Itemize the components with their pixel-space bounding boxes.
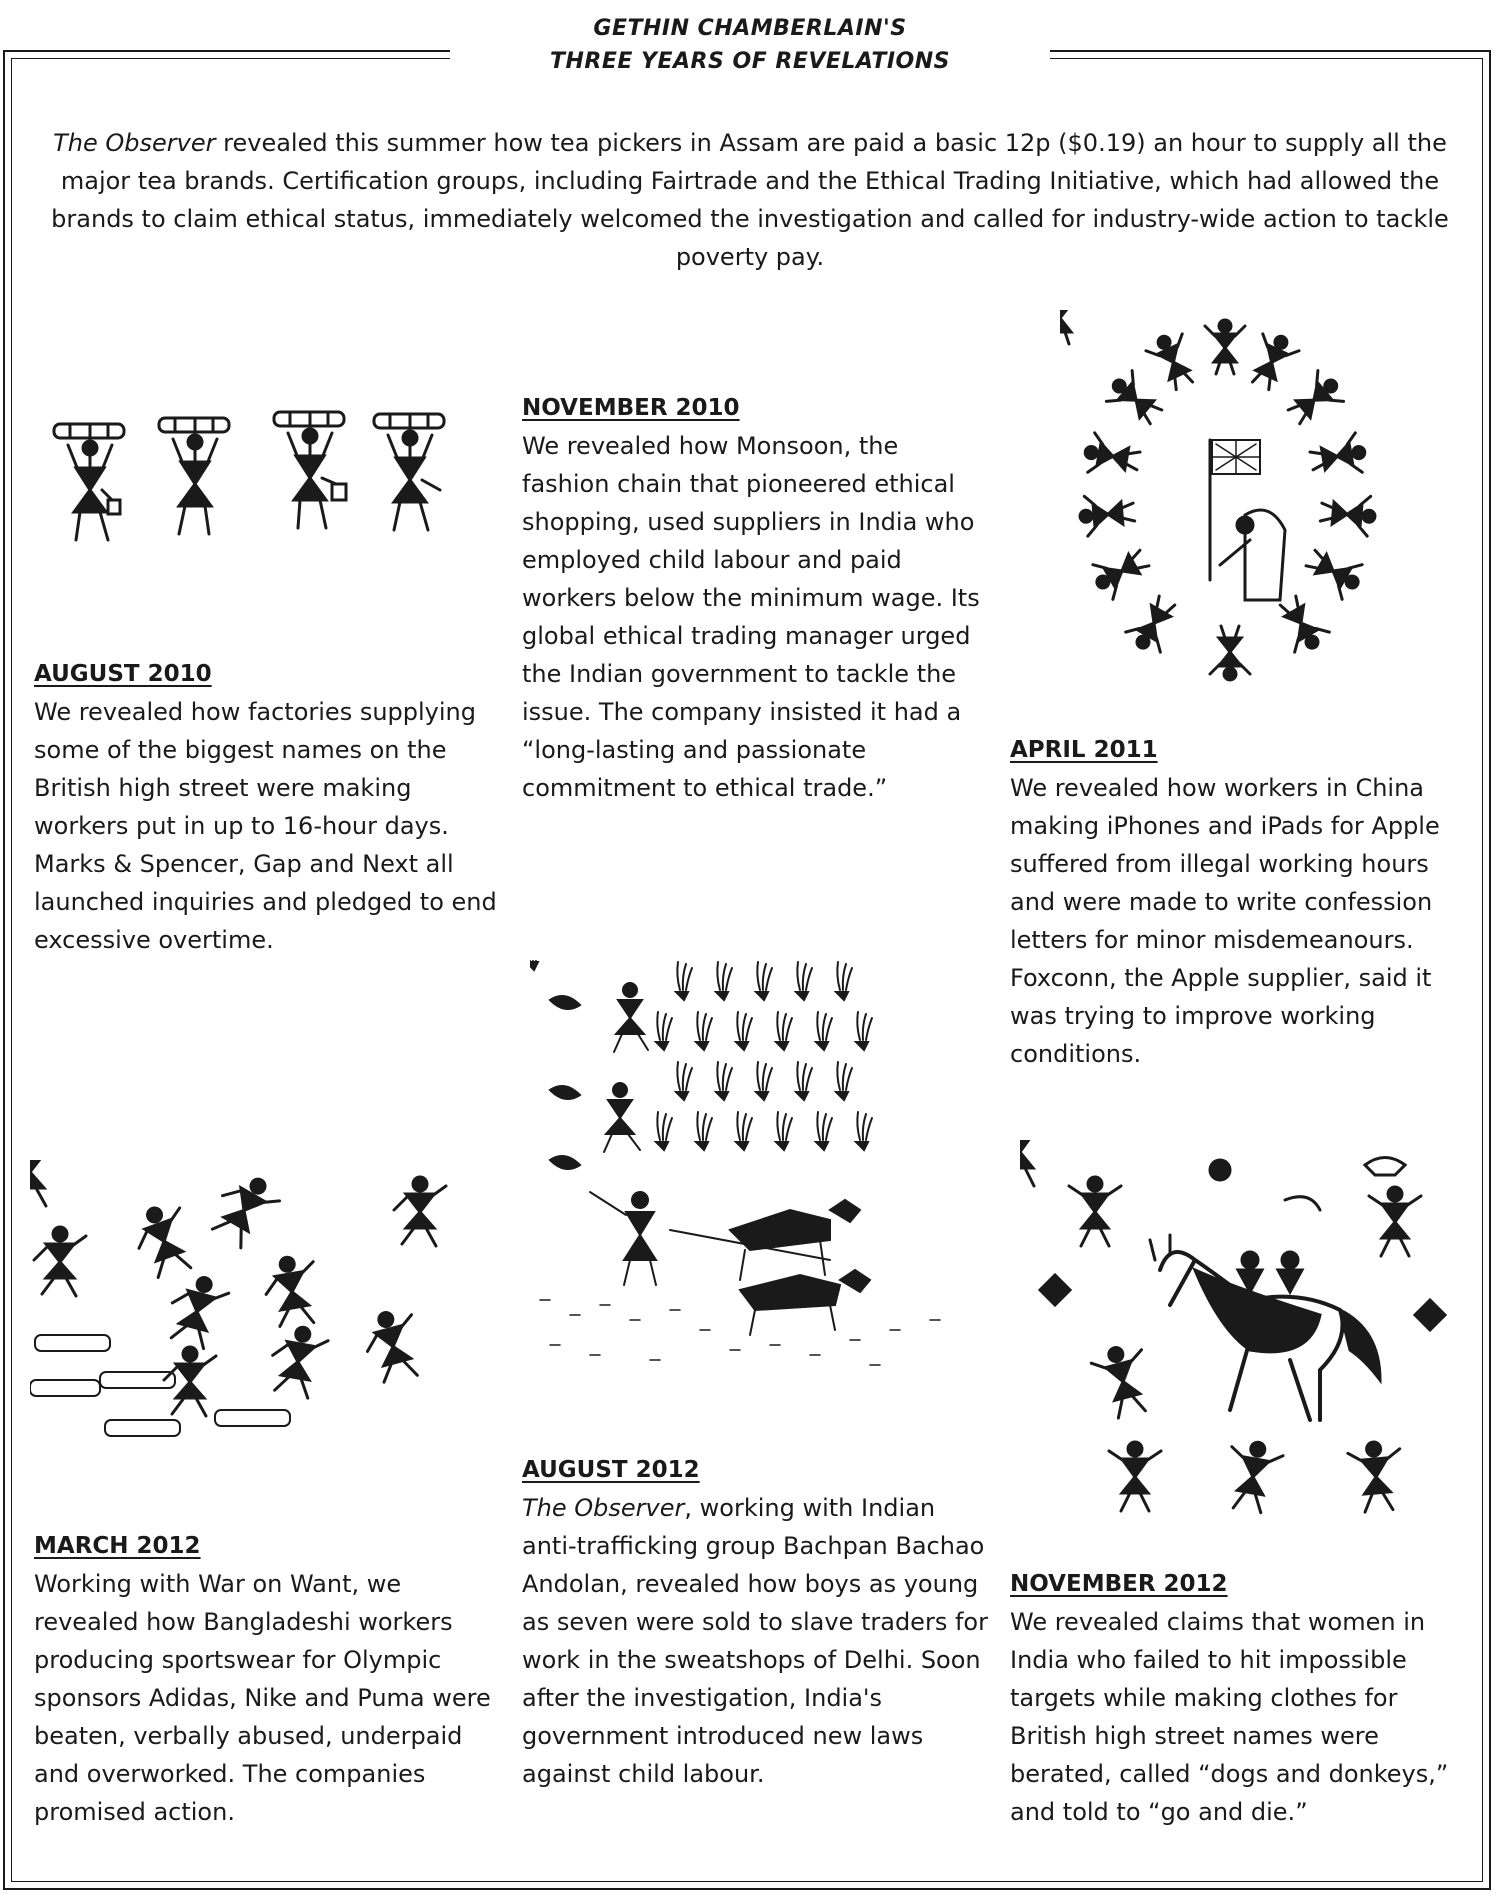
field-plough-oxen-icon (530, 960, 980, 1380)
entry-date: NOVEMBER 2010 (522, 395, 740, 421)
entry-publication: The Observer (522, 1494, 685, 1522)
entry-date: MARCH 2012 (34, 1533, 201, 1559)
entry-date: AUGUST 2010 (34, 661, 212, 687)
entry-august-2010 (34, 655, 504, 959)
intro-publication: The Observer (53, 129, 216, 157)
entry-april-2011 (1010, 731, 1480, 1073)
entry-text: We revealed how Monsoon, the fashion chain that pioneered ethical shopping, used suppliers in India who employed child labour and paid workers below the minimum wage. Its global ethical trading manager urged the Indian government to tackle the issue. The company insisted it had a “long-lasting and passionate commitment to ethical trade.” (522, 432, 980, 802)
figures-circle-flag-icon (1060, 310, 1390, 710)
intro-text: revealed this summer how tea pickers in Assam are paid a basic 12p ($0.19) an hour to supply all the major tea brands. Certification groups, including Fairtrade and the Ethical Trading Initiative, which had allowed the brands to claim ethical status, immediately welcomed the investigation and called for industry-wide action to tackle poverty pay. (51, 129, 1449, 271)
intro-paragraph (34, 124, 1466, 276)
entry-november-2010 (522, 389, 992, 807)
figures-scattered-bundles-icon (30, 1160, 490, 1460)
horse-riders-figures-icon (1020, 1140, 1460, 1520)
entry-august-2012 (522, 1451, 992, 1793)
entry-text: We revealed how factories supplying some of the biggest names on the British high street were making workers put in up to 16-hour days. Marks & Spencer, Gap and Next all launched inquiries and pledged to end excessive overtime. (34, 698, 497, 954)
entry-text: We revealed how workers in China making iPhones and iPads for Apple suffered from illegal working hours and were made to write confession letters for minor misdemeanours. Foxconn, the Apple supplier, said it was trying to improve working conditions. (1010, 774, 1440, 1068)
entry-november-2012 (1010, 1565, 1480, 1831)
entry-date: APRIL 2011 (1010, 737, 1158, 763)
entry-march-2012 (34, 1527, 504, 1831)
title-line-1: GETHIN CHAMBERLAIN'S (593, 16, 907, 41)
figures-carrying-bundles-icon (50, 400, 470, 560)
page-title (0, 12, 1500, 78)
entry-date: NOVEMBER 2012 (1010, 1571, 1228, 1597)
entry-text-body: , working with Indian anti-trafficking group Bachpan Bachao Andolan, revealed how boys as young as seven were sold to slave traders for work in the sweatshops of Delhi. Soon after the investigation, India's government introduced new laws against child labour. (522, 1494, 988, 1788)
entry-text: We revealed claims that women in India who failed to hit impossible targets while making clothes for British high street names were berated, called “dogs and donkeys,” and told to “go and die.” (1010, 1608, 1449, 1826)
entry-text (522, 1489, 992, 1793)
entry-date: AUGUST 2012 (522, 1457, 700, 1483)
title-line-2: THREE YEARS OF REVELATIONS (549, 49, 950, 74)
entry-text: Working with War on Want, we revealed how Bangladeshi workers producing sportswear for Olympic sponsors Adidas, Nike and Puma were beaten, verbally abused, underpaid and overworked. The companies promised action. (34, 1570, 491, 1826)
